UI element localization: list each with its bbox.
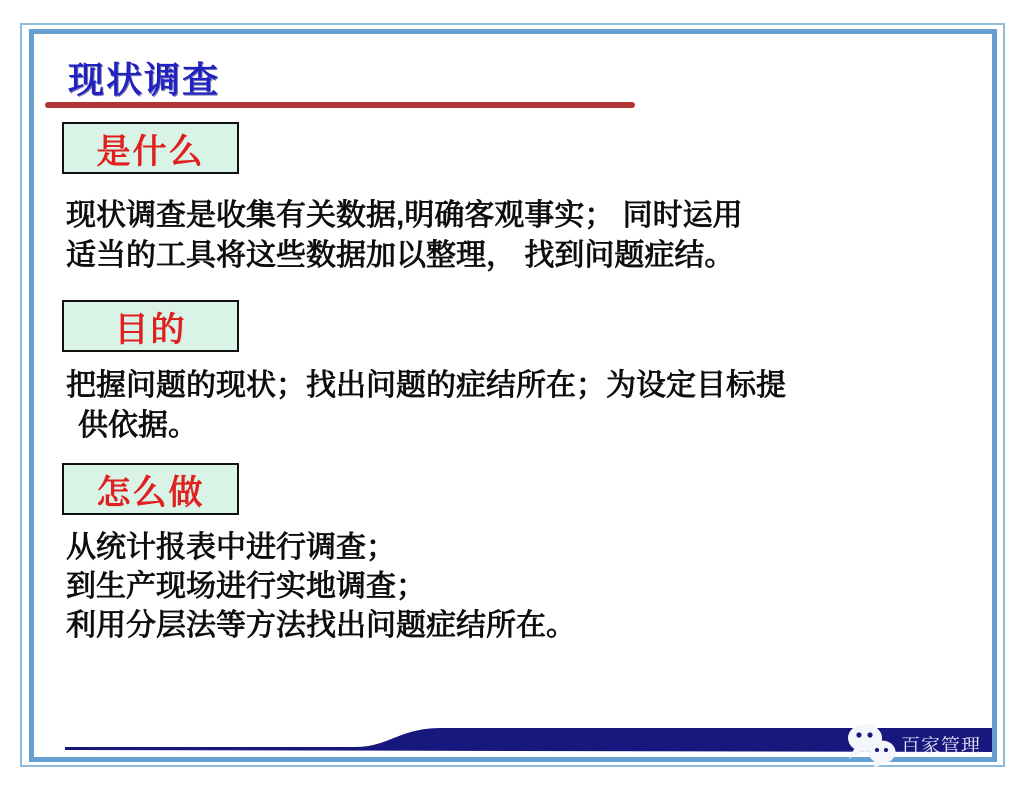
paragraph-purpose [66,366,786,446]
heading-how-label: 怎么做 [96,473,205,512]
footer-brand-text: 百家管理 [901,736,982,757]
wechat-icon [845,722,899,770]
paragraph-how-line-2: 到生产现场进行实地调查； [66,570,426,603]
paragraph-what-line-1: 现状调查是收集有关数据,明确客观事实； 同时运用 [66,199,743,232]
heading-box-what [62,122,239,174]
title-underline-rule [45,102,635,108]
paragraph-how [66,528,576,645]
paragraph-what [66,196,743,276]
heading-box-how [62,463,239,515]
paragraph-how-line-3: 利用分层法等方法找出问题症结所在。 [66,609,576,642]
heading-what-label: 是什么 [96,132,205,171]
paragraph-what-line-2: 适当的工具将这些数据加以整理， 找到问题症结。 [66,239,735,272]
paragraph-purpose-line-1: 把握问题的现状；找出问题的症结所在；为设定目标提 [66,369,786,402]
paragraph-how-line-1: 从统计报表中进行调查； [66,531,396,564]
page-title: 现状调查 [68,59,221,100]
paragraph-purpose-line-2: 供依据。 [78,409,198,442]
heading-purpose-label: 目的 [114,310,187,349]
heading-box-purpose [62,300,239,352]
